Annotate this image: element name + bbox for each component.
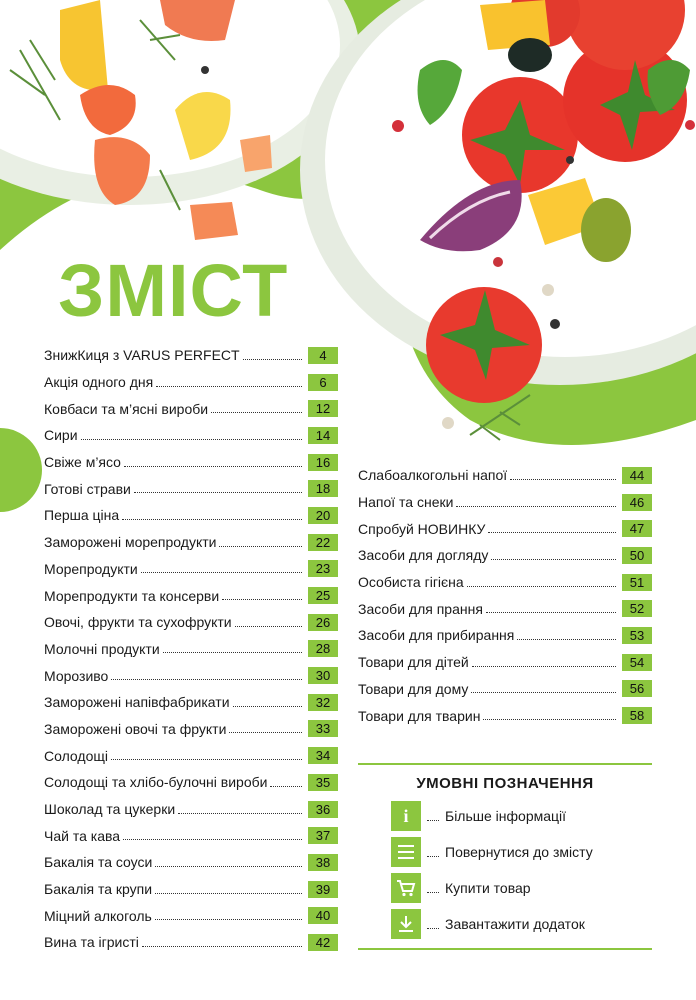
toc-entry-label: Бакалія та соуси <box>44 854 153 871</box>
toc-entry[interactable] <box>44 796 338 823</box>
toc-page-number[interactable]: 4 <box>308 347 338 364</box>
toc-page-number[interactable]: 16 <box>308 454 338 471</box>
toc-dot-leader <box>219 546 302 547</box>
toc-dot-leader <box>134 492 302 493</box>
toc-page-number[interactable]: 35 <box>308 774 338 791</box>
toc-entry[interactable] <box>358 489 652 516</box>
toc-dot-leader <box>155 919 302 920</box>
toc-right-column <box>358 462 652 729</box>
toc-entry-label: Сири <box>44 427 78 444</box>
toc-entry-label: Молочні продукти <box>44 640 160 657</box>
toc-page-number[interactable]: 37 <box>308 827 338 844</box>
toc-dot-leader <box>510 479 616 480</box>
toc-page-number[interactable]: 38 <box>308 854 338 871</box>
toc-dot-leader <box>488 532 616 533</box>
toc-entry[interactable] <box>358 462 652 489</box>
toc-page-number[interactable]: 30 <box>308 667 338 684</box>
toc-dot-leader <box>178 813 302 814</box>
toc-entry-label: Солодощі та хлібо-булочні вироби <box>44 774 268 791</box>
toc-page-number[interactable]: 14 <box>308 427 338 444</box>
download-icon <box>391 909 421 939</box>
toc-page-number[interactable]: 34 <box>308 747 338 764</box>
toc-entry-label: Морепродукти <box>44 560 138 577</box>
toc-left-column <box>44 342 338 956</box>
toc-entry[interactable] <box>44 582 338 609</box>
toc-page-number[interactable]: 26 <box>308 614 338 631</box>
legend-dots <box>427 892 439 893</box>
toc-page-number[interactable]: 32 <box>308 694 338 711</box>
toc-entry[interactable] <box>44 876 338 903</box>
legend-box <box>358 763 652 950</box>
toc-dot-leader <box>270 786 302 787</box>
toc-entry[interactable] <box>358 676 652 703</box>
toc-entry-label: Морепродукти та консерви <box>44 587 220 604</box>
toc-entry[interactable] <box>44 502 338 529</box>
toc-dot-leader <box>486 612 616 613</box>
toc-entry-label: Заморожені морепродукти <box>44 534 217 551</box>
toc-dot-leader <box>163 652 302 653</box>
toc-dot-leader <box>517 639 616 640</box>
toc-entry[interactable] <box>44 769 338 796</box>
toc-dot-leader <box>124 466 302 467</box>
toc-entry[interactable] <box>44 475 338 502</box>
toc-entry-label: ЗнижКиця з VARUS PERFECT <box>44 347 240 364</box>
toc-entry[interactable] <box>358 649 652 676</box>
legend-label: Більше інформації <box>445 808 567 824</box>
toc-page-number[interactable]: 39 <box>308 881 338 898</box>
toc-entry[interactable] <box>358 542 652 569</box>
toc-entry[interactable] <box>44 342 338 369</box>
page-title: ЗМІСТ <box>58 249 289 332</box>
toc-dot-leader <box>222 599 302 600</box>
toc-page-number[interactable]: 22 <box>308 534 338 551</box>
toc-entry[interactable] <box>358 569 652 596</box>
toc-page-number[interactable]: 33 <box>308 720 338 737</box>
toc-dot-leader <box>211 412 302 413</box>
toc-dot-leader <box>233 706 302 707</box>
toc-entry[interactable] <box>44 556 338 583</box>
toc-entry-label: Акція одного дня <box>44 374 154 391</box>
toc-entry[interactable] <box>44 422 338 449</box>
toc-page-number[interactable]: 47 <box>622 520 652 537</box>
toc-entry-label: Засоби для прибирання <box>358 627 515 644</box>
toc-dot-leader <box>483 719 616 720</box>
toc-entry-label: Свіже м’ясо <box>44 454 121 471</box>
toc-page-number[interactable]: 51 <box>622 574 652 591</box>
cart-icon <box>391 873 421 903</box>
toc-dot-leader <box>472 666 616 667</box>
toc-entry-label: Бакалія та крупи <box>44 881 153 898</box>
toc-dot-leader <box>111 679 302 680</box>
toc-entry-label: Міцний алкоголь <box>44 907 152 924</box>
toc-page-number[interactable]: 18 <box>308 480 338 497</box>
toc-entry[interactable] <box>358 702 652 729</box>
toc-entry[interactable] <box>358 515 652 542</box>
toc-dot-leader <box>235 626 302 627</box>
toc-dot-leader <box>229 732 302 733</box>
toc-page-number[interactable]: 36 <box>308 801 338 818</box>
toc-entry[interactable] <box>44 529 338 556</box>
toc-entry[interactable] <box>44 449 338 476</box>
toc-page-number[interactable]: 12 <box>308 400 338 417</box>
toc-page-number[interactable]: 50 <box>622 547 652 564</box>
toc-entry[interactable] <box>44 902 338 929</box>
toc-dot-leader <box>123 839 302 840</box>
toc-entry[interactable] <box>44 742 338 769</box>
toc-page-number[interactable]: 53 <box>622 627 652 644</box>
toc-page-number[interactable]: 58 <box>622 707 652 724</box>
toc-entry-label: Заморожені напівфабрикати <box>44 694 230 711</box>
toc-page-number[interactable]: 44 <box>622 467 652 484</box>
toc-entry-label: Готові страви <box>44 480 131 497</box>
toc-entry-label: Товари для дітей <box>358 654 469 671</box>
toc-page-number[interactable]: 25 <box>308 587 338 604</box>
toc-page-number[interactable]: 42 <box>308 934 338 951</box>
toc-entry-label: Засоби для прання <box>358 600 483 617</box>
toc-dot-leader <box>243 359 302 360</box>
toc-entry-label: Вина та ігристі <box>44 934 139 951</box>
toc-dot-leader <box>491 559 616 560</box>
toc-dot-leader <box>156 386 302 387</box>
toc-dot-leader <box>155 893 302 894</box>
toc-page-number[interactable]: 20 <box>308 507 338 524</box>
toc-entry-label: Шоколад та цукерки <box>44 801 176 818</box>
legend-label: Повернутися до змісту <box>445 844 593 860</box>
toc-entry-label: Ковбаси та м’ясні вироби <box>44 400 209 417</box>
legend-item-download <box>391 906 652 942</box>
legend-dots <box>427 820 439 821</box>
legend-item-list <box>391 834 652 870</box>
list-icon <box>391 837 421 867</box>
toc-dot-leader <box>155 866 302 867</box>
toc-dot-leader <box>122 519 302 520</box>
legend-dots <box>427 928 439 929</box>
toc-entry[interactable] <box>44 822 338 849</box>
toc-entry[interactable] <box>44 716 338 743</box>
toc-entry[interactable] <box>358 595 652 622</box>
toc-entry[interactable] <box>44 636 338 663</box>
toc-dot-leader <box>471 692 616 693</box>
toc-entry[interactable] <box>44 395 338 422</box>
toc-entry-label: Товари для дому <box>358 680 469 697</box>
toc-entry[interactable] <box>44 929 338 956</box>
toc-entry-label: Солодощі <box>44 747 108 764</box>
toc-entry-label: Морозиво <box>44 667 109 684</box>
toc-entry-label: Товари для тварин <box>358 707 481 724</box>
toc-entry-label: Заморожені овочі та фрукти <box>44 720 227 737</box>
toc-entry-label: Особиста гігієна <box>358 574 464 591</box>
toc-dot-leader <box>142 946 302 947</box>
toc-entry-label: Чай та кава <box>44 827 121 844</box>
toc-entry-label: Слабоалкогольні напої <box>358 467 508 484</box>
toc-entry-label: Напої та снеки <box>358 494 454 511</box>
toc-dot-leader <box>456 506 616 507</box>
legend-item-info <box>391 798 652 834</box>
toc-dot-leader <box>111 759 302 760</box>
toc-entry[interactable] <box>44 849 338 876</box>
toc-entry-label: Засоби для догляду <box>358 547 489 564</box>
legend-label: Купити товар <box>445 880 531 896</box>
toc-entry[interactable] <box>44 369 338 396</box>
toc-page-number[interactable]: 23 <box>308 560 338 577</box>
toc-entry-label: Спробуй НОВИНКУ <box>358 520 486 537</box>
toc-page-number[interactable]: 56 <box>622 680 652 697</box>
toc-entry-label: Перша ціна <box>44 507 120 524</box>
toc-dot-leader <box>81 439 302 440</box>
legend-label: Завантажити додаток <box>445 916 585 932</box>
toc-entry[interactable] <box>44 689 338 716</box>
legend-item-cart <box>391 870 652 906</box>
toc-page-number[interactable]: 6 <box>308 374 338 391</box>
toc-entry[interactable] <box>44 662 338 689</box>
info-icon: i <box>391 801 421 831</box>
legend-dots <box>427 856 439 857</box>
legend-heading: УМОВНІ ПОЗНАЧЕННЯ <box>416 775 594 792</box>
toc-entry[interactable] <box>44 609 338 636</box>
toc-entry[interactable] <box>358 622 652 649</box>
toc-page-number[interactable]: 46 <box>622 494 652 511</box>
toc-entry-label: Овочі, фрукти та сухофрукти <box>44 614 232 631</box>
toc-dot-leader <box>467 586 616 587</box>
toc-page-number[interactable]: 54 <box>622 654 652 671</box>
toc-page-number[interactable]: 52 <box>622 600 652 617</box>
toc-page-number[interactable]: 28 <box>308 640 338 657</box>
toc-dot-leader <box>141 572 302 573</box>
toc-page-number[interactable]: 40 <box>308 907 338 924</box>
